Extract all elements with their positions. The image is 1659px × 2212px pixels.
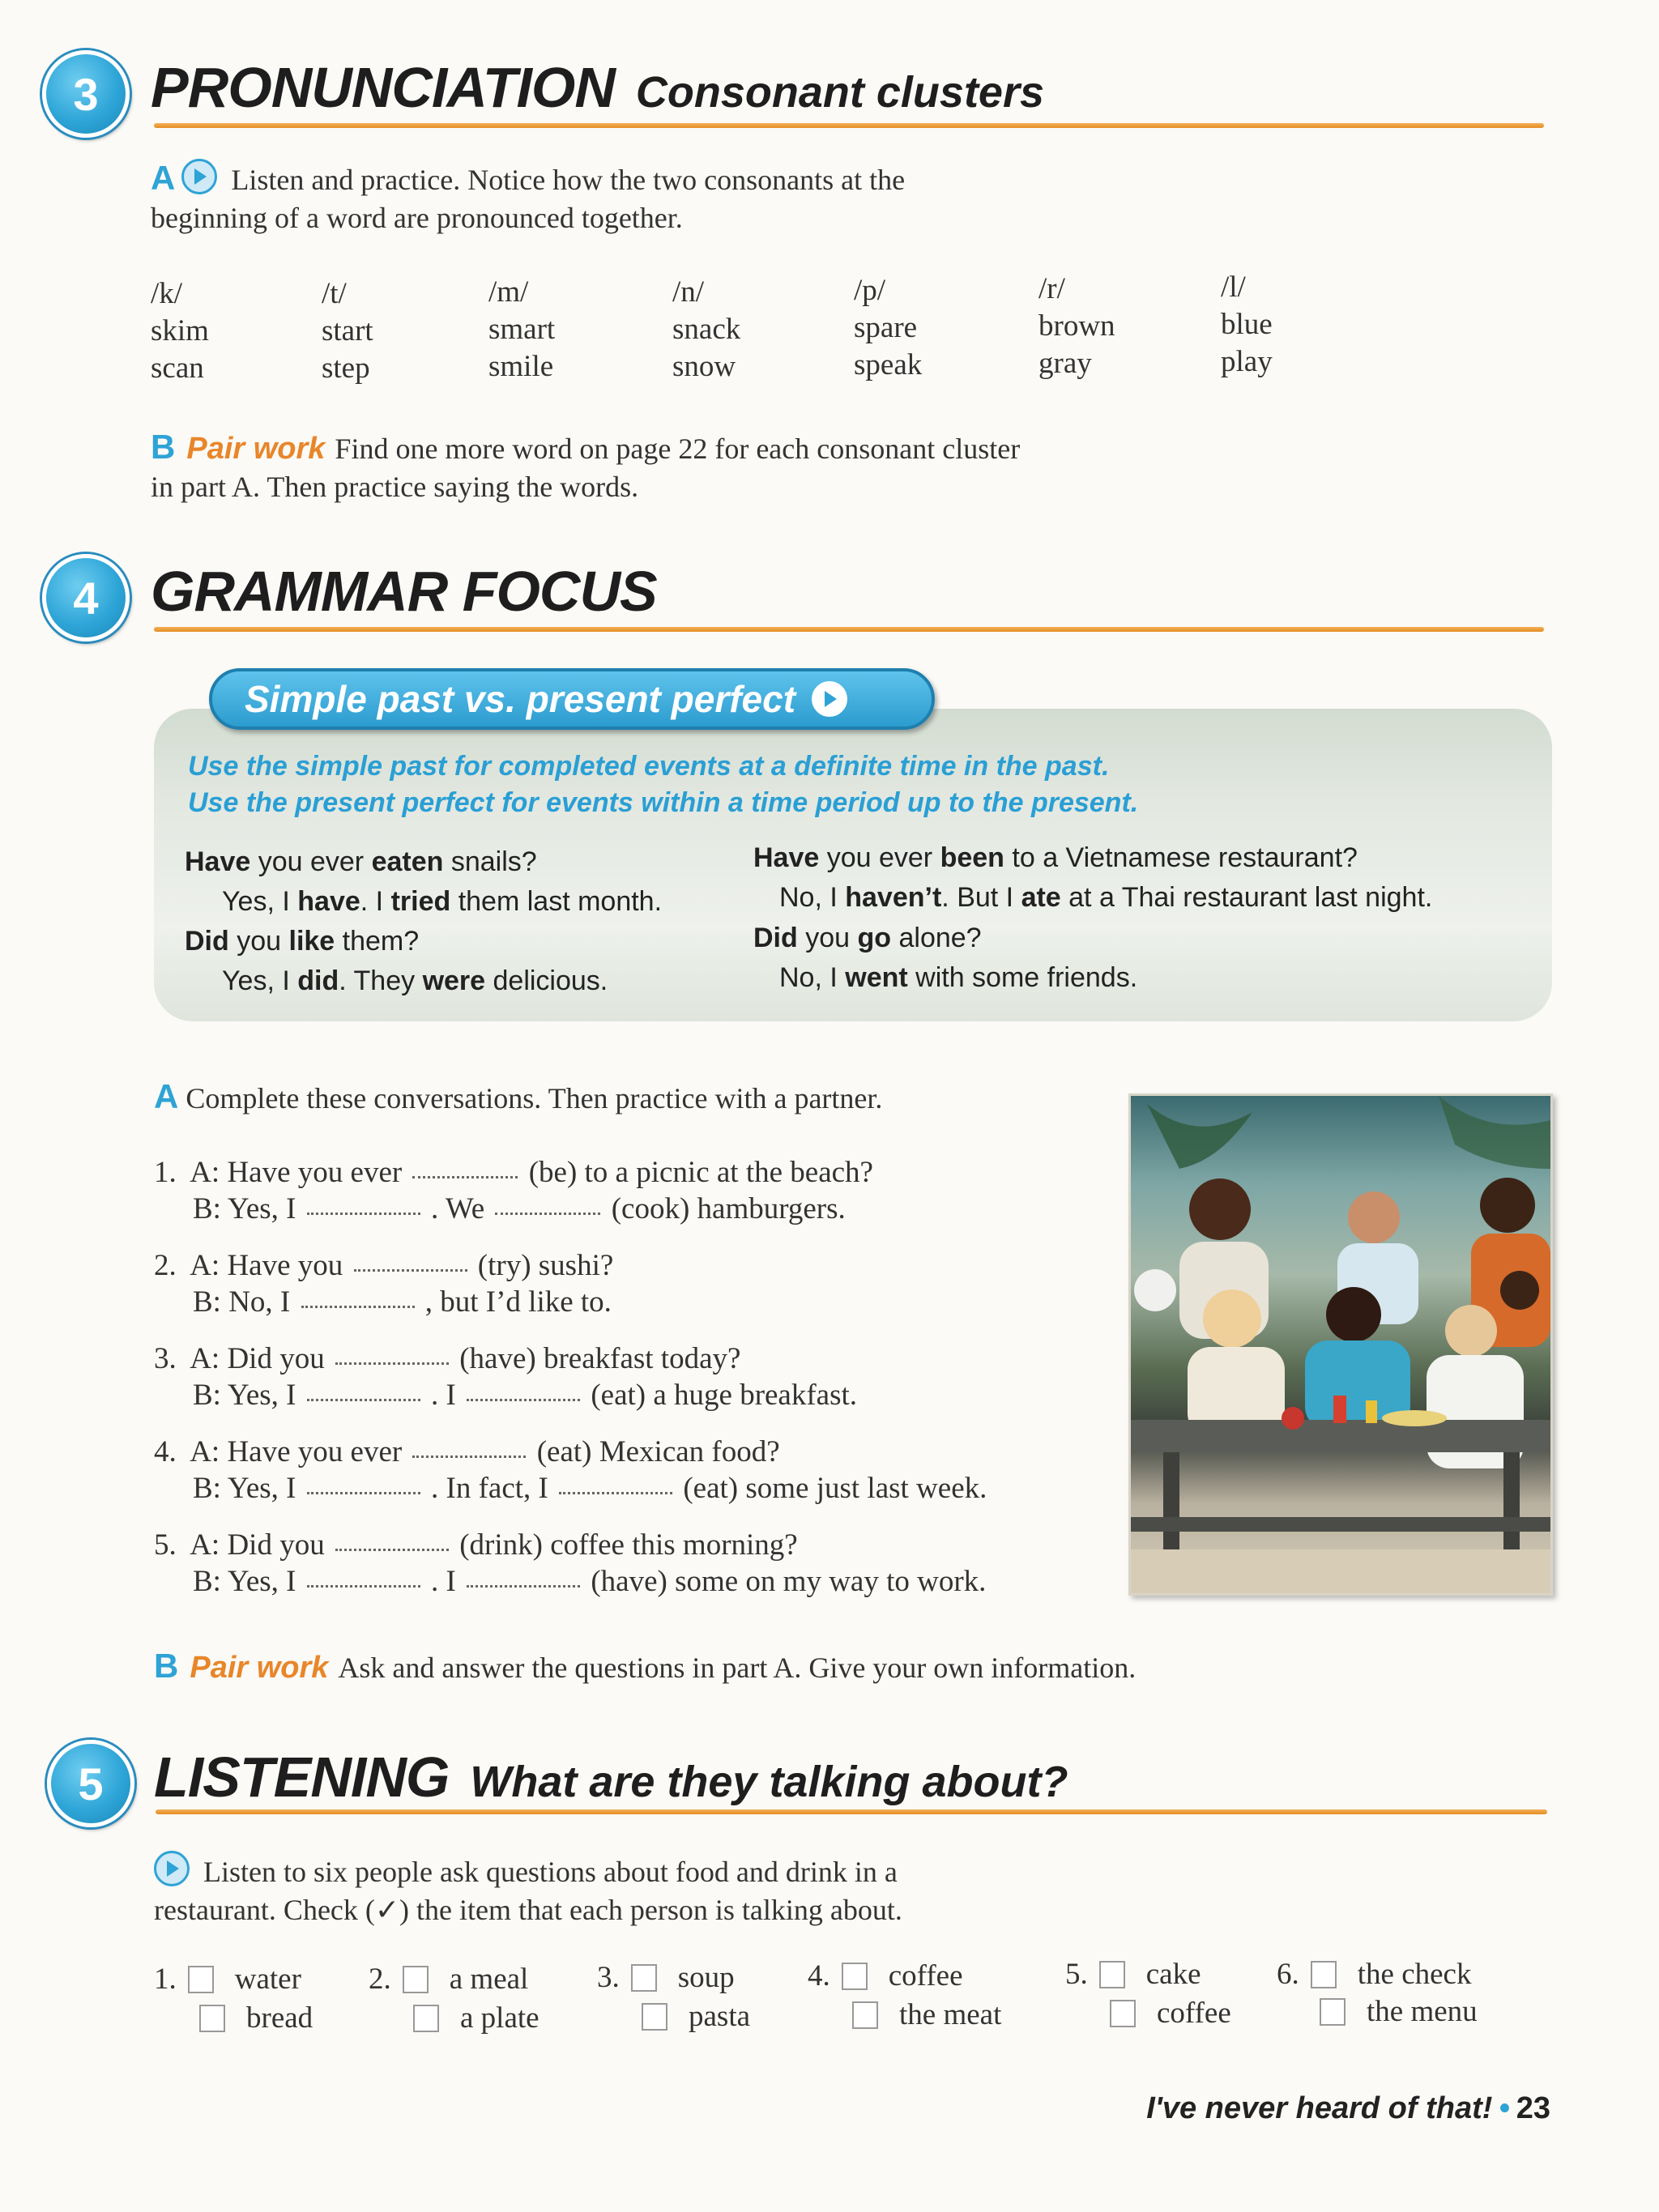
checkbox[interactable] xyxy=(1320,1998,1346,2026)
word: step xyxy=(322,352,370,385)
answer-blank[interactable] xyxy=(495,1213,600,1215)
conversation-line: 3. A: Did you (have) breakfast today? xyxy=(154,1342,741,1375)
answer-blank[interactable] xyxy=(467,1399,580,1401)
word: snack xyxy=(672,313,741,346)
option-label: pasta xyxy=(689,2000,751,2033)
answer-blank[interactable] xyxy=(335,1549,449,1551)
grammar-example: Yes, I have. I tried them last month. xyxy=(222,886,663,917)
part-letter: A xyxy=(154,1077,179,1115)
answer-blank[interactable] xyxy=(412,1176,518,1178)
grammar-example: Have you ever been to a Vietnamese restaurant? xyxy=(753,842,1358,873)
checkbox[interactable] xyxy=(842,1963,868,1990)
sound-symbol: /l/ xyxy=(1221,271,1246,304)
section-divider xyxy=(154,123,1544,128)
word: skim xyxy=(151,314,209,347)
cluster-column xyxy=(488,274,555,386)
sound-symbol: /k/ xyxy=(151,277,183,310)
answer-blank[interactable] xyxy=(307,1585,420,1588)
conversation-line: B: No, I , but I’d like to. xyxy=(193,1285,612,1319)
word: gray xyxy=(1038,347,1092,380)
option-label: soup xyxy=(677,1961,735,1994)
check-item xyxy=(1110,1996,1231,2031)
word: speak xyxy=(854,348,923,381)
section-title xyxy=(151,55,1044,120)
check-item xyxy=(199,2001,313,2035)
listening-instructions xyxy=(154,1851,902,1929)
item-number: 5. xyxy=(1065,1958,1088,1991)
conversation-line: B: Yes, I . In fact, I (eat) some just last week. xyxy=(193,1472,987,1505)
answer-blank[interactable] xyxy=(467,1585,580,1588)
answer-blank[interactable] xyxy=(412,1455,526,1458)
cluster-column xyxy=(1221,269,1273,381)
section-number-badge: 5 xyxy=(47,1740,134,1827)
instruction-line: beginning of a word are pronounced together. xyxy=(151,202,683,234)
conversation-line: 4. A: Have you ever (eat) Mexican food? xyxy=(154,1435,780,1468)
word: smile xyxy=(488,350,554,383)
grammar-rule: Use the simple past for completed events at a definite time in the past. xyxy=(188,751,1110,782)
conversation-line: 5. A: Did you (drink) coffee this morning? xyxy=(154,1528,798,1562)
sound-symbol: /r/ xyxy=(1038,272,1065,305)
sound-symbol: /t/ xyxy=(322,277,347,310)
pronunciation-part-a xyxy=(151,159,905,237)
pair-work-label: Pair work xyxy=(190,1651,329,1685)
page-number: 23 xyxy=(1516,2091,1550,2125)
sound-symbol: /n/ xyxy=(672,275,705,309)
checkbox[interactable] xyxy=(1099,1961,1125,1988)
instruction-line: in part A. Then practice saying the words. xyxy=(151,471,639,503)
conversation-line: 1. A: Have you ever (be) to a picnic at the beach? xyxy=(154,1156,873,1189)
option-label: cake xyxy=(1145,1958,1201,1991)
word: scan xyxy=(151,352,204,385)
conversation-line: B: Yes, I . We (cook) hamburgers. xyxy=(193,1192,846,1225)
part-letter: A xyxy=(151,159,176,197)
answer-blank[interactable] xyxy=(307,1492,420,1494)
word: brown xyxy=(1038,309,1115,343)
option-label: the check xyxy=(1357,1958,1472,1991)
instruction-line: Listen and practice. Notice how the two consonants at the xyxy=(231,164,906,196)
section-divider xyxy=(154,627,1544,632)
audio-play-icon[interactable] xyxy=(181,159,217,194)
check-item xyxy=(1277,1957,1471,1992)
section-title-main: LISTENING xyxy=(154,1745,450,1809)
check-item xyxy=(597,1960,735,1995)
word: smart xyxy=(488,313,556,346)
instruction-line: restaurant. Check (✓) the item that each person is talking about. xyxy=(154,1894,902,1926)
check-item xyxy=(413,2001,539,2035)
answer-blank[interactable] xyxy=(301,1306,415,1308)
checkbox[interactable] xyxy=(199,2005,225,2032)
checkbox[interactable] xyxy=(852,2001,878,2029)
checkbox[interactable] xyxy=(403,1966,429,1993)
item-number: 3. xyxy=(597,1961,620,1994)
instruction-line: Listen to six people ask questions about food and drink in a xyxy=(203,1856,898,1888)
grammar-example: Have you ever eaten snails? xyxy=(185,846,537,877)
part-letter: B xyxy=(154,1647,179,1685)
answer-blank[interactable] xyxy=(307,1213,420,1215)
word: start xyxy=(322,314,373,347)
checkbox[interactable] xyxy=(188,1966,214,1993)
word: spare xyxy=(854,311,918,344)
page-footer xyxy=(1146,2091,1550,2126)
cluster-column xyxy=(322,275,373,387)
sound-symbol: /p/ xyxy=(854,274,886,307)
picnic-illustration xyxy=(1131,1096,1550,1593)
check-item xyxy=(1065,1957,1201,1992)
check-item xyxy=(369,1962,528,1997)
section-divider xyxy=(156,1809,1547,1814)
item-number: 6. xyxy=(1277,1958,1299,1991)
audio-play-icon[interactable] xyxy=(812,681,847,717)
pronunciation-part-b xyxy=(151,428,1020,506)
instruction-line: Ask and answer the questions in part A. Give your own information. xyxy=(338,1652,1137,1684)
check-item xyxy=(852,1997,1001,2032)
cluster-column xyxy=(854,272,922,384)
option-label: the meat xyxy=(899,1998,1002,2031)
instruction-line: Complete these conversations. Then practice with a partner. xyxy=(186,1082,883,1115)
grammar-rule: Use the present perfect for events within a time period up to the present. xyxy=(188,787,1139,818)
conversation-line: B: Yes, I . I (eat) a huge breakfast. xyxy=(193,1379,858,1412)
check-item xyxy=(642,1999,750,2034)
section-number-badge: 3 xyxy=(42,50,130,138)
conversation-line: 2. A: Have you (try) sushi? xyxy=(154,1249,614,1282)
answer-blank[interactable] xyxy=(335,1362,449,1365)
cluster-column xyxy=(1038,271,1115,382)
section-subtitle: What are they talking about? xyxy=(470,1758,1068,1806)
footer-bullet: • xyxy=(1499,2091,1510,2125)
item-number: 2. xyxy=(369,1963,391,1996)
grammar-example: Did you go alone? xyxy=(753,923,982,953)
checkbox[interactable] xyxy=(413,2005,439,2032)
check-item xyxy=(1320,1994,1478,2029)
option-label: a meal xyxy=(449,1963,529,1996)
word: snow xyxy=(672,350,736,383)
cluster-column xyxy=(672,274,740,386)
word: blue xyxy=(1221,308,1273,341)
conversation-line: B: Yes, I . I (have) some on my way to work. xyxy=(193,1565,987,1598)
instruction-line: Find one more word on page 22 for each consonant cluster xyxy=(335,433,1021,465)
audio-play-icon[interactable] xyxy=(154,1851,190,1886)
word: play xyxy=(1221,345,1273,378)
grammar-example: Did you like them? xyxy=(185,926,420,957)
grammar-example: No, I went with some friends. xyxy=(779,962,1138,993)
checkbox[interactable] xyxy=(1110,2000,1136,2027)
item-number: 4. xyxy=(808,1959,830,1993)
grammar-title: Simple past vs. present perfect xyxy=(245,678,796,720)
grammar-part-b xyxy=(154,1647,1136,1687)
checkbox[interactable] xyxy=(631,1964,657,1992)
answer-blank[interactable] xyxy=(559,1492,672,1494)
section-title-main: PRONUNCIATION xyxy=(151,56,615,119)
section-number-badge: 4 xyxy=(42,554,130,641)
checkbox[interactable] xyxy=(1311,1961,1337,1988)
item-number: 1. xyxy=(154,1963,177,1996)
checkbox[interactable] xyxy=(642,2003,667,2031)
grammar-part-a xyxy=(154,1077,882,1118)
check-item xyxy=(154,1962,301,1997)
section-title xyxy=(154,1745,1068,1809)
unit-title: I've never heard of that! xyxy=(1146,2091,1493,2125)
option-label: a plate xyxy=(460,2001,539,2035)
grammar-title-pill xyxy=(209,668,935,730)
check-item xyxy=(808,1958,963,1993)
section-title: GRAMMAR FOCUS xyxy=(151,560,657,623)
option-label: coffee xyxy=(1157,1997,1231,2030)
option-label: water xyxy=(234,1963,301,1996)
grammar-example: Yes, I did. They were delicious. xyxy=(222,965,608,996)
part-letter: B xyxy=(151,428,176,466)
answer-blank[interactable] xyxy=(307,1399,420,1401)
option-label: coffee xyxy=(888,1959,963,1993)
grammar-example: No, I haven’t. But I ate at a Thai restaurant last night. xyxy=(779,882,1433,913)
pair-work-label: Pair work xyxy=(186,432,326,466)
picnic-photo xyxy=(1128,1093,1553,1596)
option-label: the menu xyxy=(1367,1995,1478,2028)
answer-blank[interactable] xyxy=(354,1269,467,1272)
section-subtitle: Consonant clusters xyxy=(635,68,1045,117)
cluster-column xyxy=(151,275,209,387)
option-label: bread xyxy=(246,2001,313,2035)
sound-symbol: /m/ xyxy=(488,275,529,309)
